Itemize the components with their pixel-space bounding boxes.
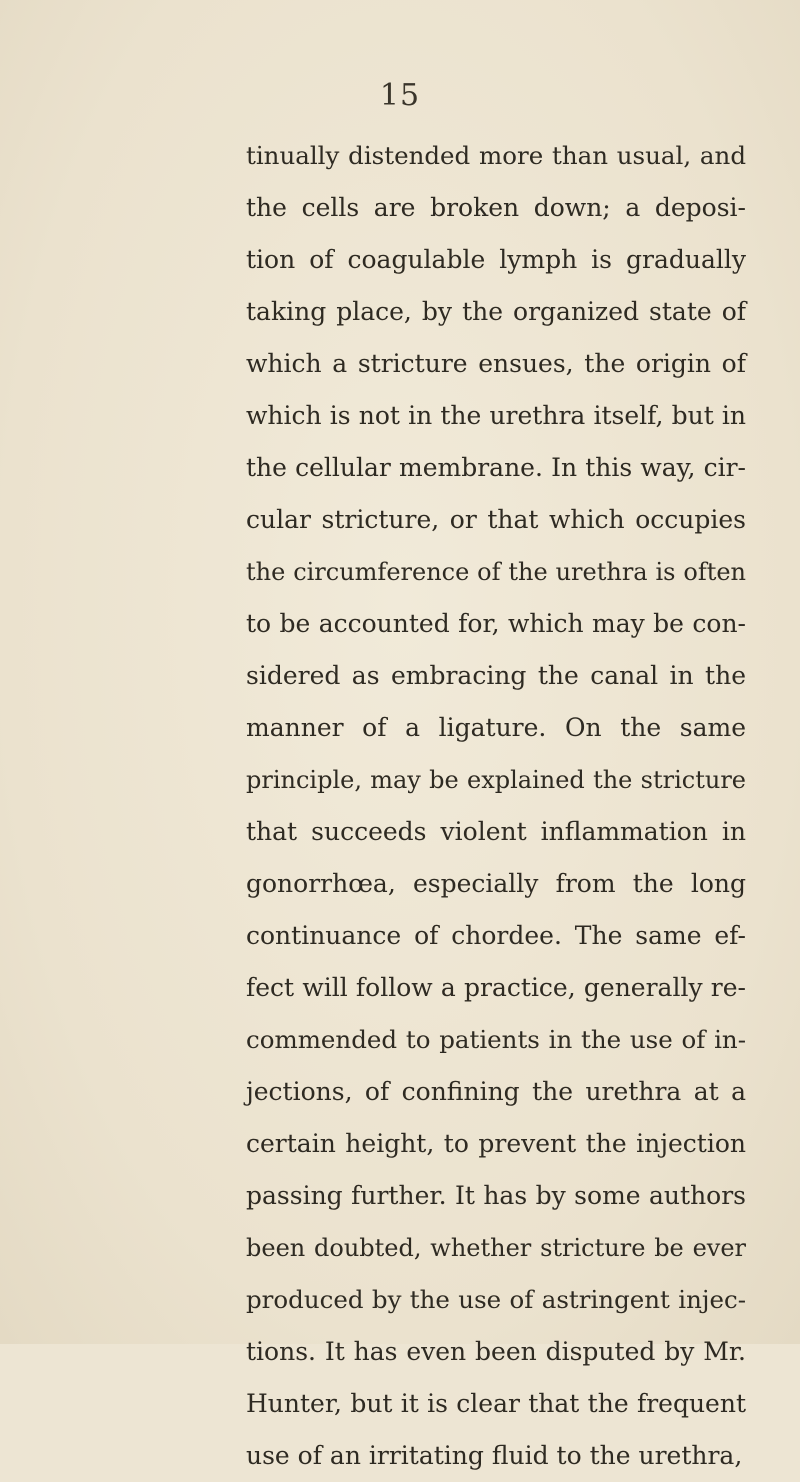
text-line: principle, may be explained the stricture (246, 766, 746, 794)
text-line: tion of coagulable lymph is gradually (246, 245, 746, 274)
text-line: gonorrhœa, especially from the long (246, 869, 746, 898)
text-line: that succeeds violent inflammation in (246, 817, 746, 846)
text-line: manner of a ligature. On the same (246, 713, 746, 742)
text-line: the circumference of the urethra is often (246, 558, 746, 586)
page-number: 15 (379, 78, 421, 113)
text-line: to be accounted for, which may be con- (246, 609, 746, 638)
text-line: sidered as embracing the canal in the (246, 661, 746, 690)
text-line: jections, of confining the urethra at a (246, 1077, 746, 1106)
text-line: commended to patients in the use of in- (246, 1025, 746, 1054)
text-line: been doubted, whether stricture be ever (246, 1234, 746, 1262)
text-line: Hunter, but it is clear that the frequent (246, 1389, 746, 1418)
text-line: produced by the use of astringent injec- (246, 1285, 746, 1314)
text-line: which a stricture ensues, the origin of (246, 349, 746, 378)
text-line: continuance of chordee. The same ef- (246, 921, 746, 950)
text-line: cular stricture, or that which occupies (246, 505, 746, 534)
text-line: which is not in the urethra itself, but in (246, 401, 746, 430)
text-line: fect will follow a practice, generally re- (246, 973, 746, 1002)
text-line: the cellular membrane. In this way, cir- (246, 453, 746, 482)
text-line: the cells are broken down; a deposi- (246, 193, 746, 222)
text-line: use of an irritating fluid to the urethra, (246, 1441, 743, 1470)
text-line: tinually distended more than usual, and (246, 141, 746, 170)
text-line: certain height, to prevent the injection (246, 1129, 746, 1158)
body-text (246, 130, 746, 1482)
text-line: tions. It has even been disputed by Mr. (246, 1337, 746, 1366)
text-line: passing further. It has by some authors (246, 1181, 746, 1210)
text-line: taking place, by the organized state of (246, 297, 746, 326)
